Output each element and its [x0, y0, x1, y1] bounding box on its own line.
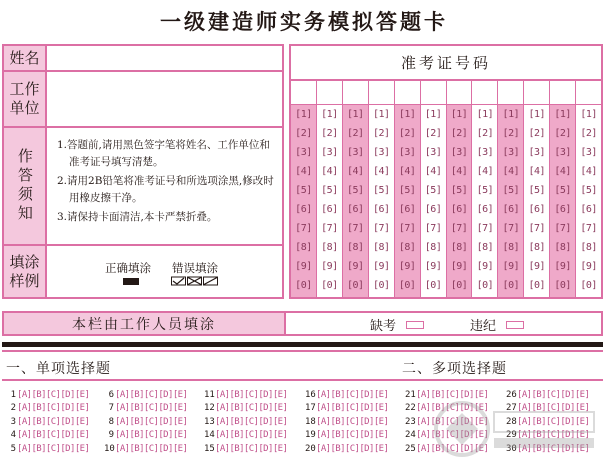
- answer-options[interactable]: [A][B][C][D][E]: [215, 443, 288, 454]
- correct-fill-sample: [123, 278, 139, 285]
- exam-digit-option[interactable]: [6]: [450, 204, 468, 215]
- multi-choice-title: 二、多项选择题: [402, 361, 507, 377]
- question-number: 13: [204, 416, 215, 427]
- question-number: 30: [506, 443, 517, 454]
- exam-digit-option[interactable]: [6]: [295, 204, 312, 215]
- exam-number-box: [289, 44, 603, 299]
- exam-digit-option[interactable]: [9]: [554, 261, 571, 272]
- exam-digit-option[interactable]: [4]: [476, 166, 494, 177]
- exam-digit-option[interactable]: [0]: [450, 280, 468, 291]
- question-item[interactable]: [104, 388, 187, 402]
- question-item[interactable]: [204, 429, 287, 443]
- correct-fill-label: 正确填涂: [105, 261, 151, 275]
- violation-label: 违纪: [470, 319, 497, 334]
- exam-digit-option[interactable]: [8]: [580, 242, 597, 253]
- exam-digit-option[interactable]: [3]: [398, 147, 416, 158]
- exam-digit-option[interactable]: [1]: [450, 109, 468, 120]
- exam-digit-option[interactable]: [1]: [295, 109, 312, 120]
- exam-digit-column: [421, 81, 447, 297]
- exam-digit-option[interactable]: [9]: [580, 261, 597, 272]
- exam-digit-option[interactable]: [0]: [321, 280, 338, 291]
- exam-digit-column: [395, 81, 421, 297]
- exam-digit-option[interactable]: [6]: [502, 204, 520, 215]
- answer-options[interactable]: [A][B][C][D][E]: [517, 416, 590, 427]
- question-number: 8: [108, 416, 114, 427]
- exam-digit-option[interactable]: [0]: [476, 280, 494, 291]
- instruction-item: 1.答题前,请用黑色签字笔将姓名、工作单位和准考证号填写清楚。: [57, 139, 270, 168]
- section-divider: [2, 379, 603, 381]
- question-number: 19: [305, 430, 316, 441]
- exam-digit-option[interactable]: [6]: [321, 204, 338, 215]
- question-number: 20: [305, 443, 316, 454]
- exam-digit-column: [343, 81, 369, 297]
- exam-digit-option[interactable]: [0]: [424, 280, 442, 291]
- exam-number-title: 准考证号码: [291, 46, 601, 81]
- question-number: 21: [405, 389, 416, 400]
- exam-digit-option[interactable]: [9]: [321, 261, 338, 272]
- answer-options[interactable]: [A][B][C][D][E]: [416, 430, 489, 441]
- candidate-info-box: [2, 44, 284, 299]
- exam-digit-option[interactable]: [1]: [554, 109, 571, 120]
- exam-digit-option[interactable]: [1]: [528, 109, 546, 120]
- exam-digit-option[interactable]: [9]: [347, 261, 364, 272]
- exam-digit-option[interactable]: [2]: [372, 128, 390, 139]
- question-number: 17: [305, 403, 316, 414]
- exam-digit-option[interactable]: [8]: [476, 242, 494, 253]
- exam-digit-option[interactable]: [6]: [347, 204, 364, 215]
- question-number: 14: [204, 430, 215, 441]
- question-number: 4: [10, 430, 16, 441]
- question-item[interactable]: [305, 402, 388, 416]
- exam-digit-option[interactable]: [9]: [295, 261, 312, 272]
- exam-digit-option[interactable]: [0]: [528, 280, 546, 291]
- exam-digit-option[interactable]: [6]: [580, 204, 597, 215]
- exam-digit-option[interactable]: [3]: [450, 147, 468, 158]
- exam-digit-option[interactable]: [7]: [580, 223, 597, 234]
- exam-digit-option[interactable]: [2]: [528, 128, 546, 139]
- exam-digit-option[interactable]: [7]: [502, 223, 520, 234]
- exam-digit-box[interactable]: [343, 81, 368, 105]
- exam-digit-option[interactable]: [6]: [476, 204, 494, 215]
- exam-digit-option[interactable]: [0]: [554, 280, 571, 291]
- violation-checkbox[interactable]: [506, 321, 524, 329]
- question-number: 7: [108, 403, 114, 414]
- exam-digit-option[interactable]: [7]: [528, 223, 546, 234]
- exam-digit-option[interactable]: [1]: [476, 109, 494, 120]
- question-number: 28: [506, 416, 517, 427]
- exam-digit-option[interactable]: [4]: [347, 166, 364, 177]
- staff-only-bar: [2, 311, 603, 336]
- answer-options[interactable]: [A][B][C][D][E]: [316, 416, 389, 427]
- exam-digit-option[interactable]: [2]: [502, 128, 520, 139]
- exam-digit-option[interactable]: [9]: [398, 261, 416, 272]
- sample-label: 填涂 样例: [4, 246, 47, 297]
- exam-digit-option[interactable]: [2]: [580, 128, 597, 139]
- exam-digit-option[interactable]: [3]: [528, 147, 546, 158]
- question-item[interactable]: [204, 402, 287, 416]
- exam-digit-option[interactable]: [9]: [528, 261, 546, 272]
- staff-only-label: 本栏由工作人员填涂: [4, 313, 286, 334]
- answer-options[interactable]: [A][B][C][D][E]: [517, 443, 590, 454]
- exam-digit-option[interactable]: [4]: [502, 166, 520, 177]
- exam-digit-option[interactable]: [2]: [347, 128, 364, 139]
- question-item[interactable]: [204, 442, 287, 456]
- answer-options[interactable]: [A][B][C][D][E]: [316, 443, 389, 454]
- question-item[interactable]: [204, 388, 287, 402]
- exam-digit-option[interactable]: [1]: [347, 109, 364, 120]
- workplace-label: 工作 单位: [4, 72, 47, 126]
- exam-digit-option[interactable]: [5]: [372, 185, 390, 196]
- exam-digit-option[interactable]: [7]: [424, 223, 442, 234]
- answer-options[interactable]: [A][B][C][D][E]: [115, 416, 188, 427]
- exam-digit-option[interactable]: [0]: [295, 280, 312, 291]
- exam-digit-box[interactable]: [472, 81, 497, 105]
- exam-digit-option[interactable]: [1]: [321, 109, 338, 120]
- exam-digit-option[interactable]: [8]: [295, 242, 312, 253]
- exam-digit-option[interactable]: [3]: [347, 147, 364, 158]
- answer-options[interactable]: [A][B][C][D][E]: [17, 403, 90, 414]
- exam-digit-box[interactable]: [447, 81, 472, 105]
- exam-digit-option[interactable]: [1]: [424, 109, 442, 120]
- question-item[interactable]: [305, 429, 388, 443]
- exam-digit-option[interactable]: [7]: [321, 223, 338, 234]
- question-number: 16: [305, 389, 316, 400]
- exam-digit-option[interactable]: [8]: [502, 242, 520, 253]
- exam-digit-option[interactable]: [2]: [450, 128, 468, 139]
- question-number: 15: [204, 443, 215, 454]
- exam-digit-option[interactable]: [5]: [321, 185, 338, 196]
- exam-digit-option[interactable]: [4]: [321, 166, 338, 177]
- exam-digit-option[interactable]: [3]: [580, 147, 597, 158]
- absent-checkbox[interactable]: [406, 321, 424, 329]
- exam-digit-column: [576, 81, 601, 297]
- exam-digit-option[interactable]: [5]: [476, 185, 494, 196]
- question-item[interactable]: [104, 429, 187, 443]
- exam-digit-option[interactable]: [2]: [554, 128, 571, 139]
- exam-digit-option[interactable]: [5]: [528, 185, 546, 196]
- question-item[interactable]: [104, 442, 187, 456]
- answer-options[interactable]: [A][B][C][D][E]: [517, 430, 590, 441]
- exam-digit-option[interactable]: [4]: [528, 166, 546, 177]
- exam-digit-option[interactable]: [1]: [502, 109, 520, 120]
- exam-digit-column: [550, 81, 576, 297]
- answer-options[interactable]: [A][B][C][D][E]: [215, 389, 288, 400]
- single-choice-title: 一、单项选择题: [6, 361, 111, 377]
- exam-digit-box[interactable]: [317, 81, 342, 105]
- answer-options[interactable]: [A][B][C][D][E]: [416, 403, 489, 414]
- exam-digit-option[interactable]: [4]: [372, 166, 390, 177]
- page-title: 一级建造师实务模拟答题卡: [160, 9, 448, 34]
- notes-label: 作答须知: [4, 128, 47, 244]
- question-number: 23: [405, 416, 416, 427]
- exam-digit-option[interactable]: [0]: [347, 280, 364, 291]
- question-number: 11: [204, 389, 215, 400]
- exam-digit-option[interactable]: [2]: [295, 128, 312, 139]
- exam-digit-option[interactable]: [0]: [502, 280, 520, 291]
- answer-options[interactable]: [A][B][C][D][E]: [17, 443, 90, 454]
- question-item[interactable]: [104, 415, 187, 429]
- exam-digit-box[interactable]: [550, 81, 575, 105]
- wrong-fill-sample: [171, 276, 219, 286]
- exam-digit-option[interactable]: [8]: [321, 242, 338, 253]
- question-number: 22: [405, 403, 416, 414]
- exam-number-grid: [291, 81, 601, 297]
- instruction-item: 2.请用2B铅笔将准考证号和所选项涂黑,修改时用橡皮擦干净。: [57, 175, 274, 204]
- answer-options[interactable]: [A][B][C][D][E]: [316, 430, 389, 441]
- answer-options[interactable]: [A][B][C][D][E]: [316, 389, 389, 400]
- exam-digit-option[interactable]: [5]: [580, 185, 597, 196]
- exam-digit-option[interactable]: [8]: [554, 242, 571, 253]
- exam-digit-box[interactable]: [498, 81, 523, 105]
- exam-digit-option[interactable]: [1]: [580, 109, 597, 120]
- exam-digit-box[interactable]: [524, 81, 549, 105]
- exam-digit-option[interactable]: [0]: [398, 280, 416, 291]
- exam-digit-option[interactable]: [7]: [372, 223, 390, 234]
- exam-digit-option[interactable]: [6]: [554, 204, 571, 215]
- exam-digit-option[interactable]: [5]: [554, 185, 571, 196]
- exam-digit-option[interactable]: [1]: [372, 109, 390, 120]
- exam-digit-column: [472, 81, 498, 297]
- question-item[interactable]: [305, 415, 388, 429]
- exam-digit-option[interactable]: [8]: [347, 242, 364, 253]
- question-column: [204, 388, 287, 456]
- exam-digit-option[interactable]: [9]: [450, 261, 468, 272]
- exam-digit-option[interactable]: [6]: [528, 204, 546, 215]
- question-column: [305, 388, 388, 456]
- question-item[interactable]: [104, 402, 187, 416]
- absent-label: 缺考: [370, 319, 397, 334]
- answer-options[interactable]: [A][B][C][D][E]: [416, 443, 489, 454]
- name-label: 姓名: [4, 46, 47, 70]
- name-field[interactable]: [47, 46, 282, 70]
- exam-digit-option[interactable]: [4]: [554, 166, 571, 177]
- exam-digit-option[interactable]: [8]: [528, 242, 546, 253]
- sample-row: [4, 246, 282, 297]
- exam-digit-option[interactable]: [9]: [476, 261, 494, 272]
- exam-digit-option[interactable]: [5]: [424, 185, 442, 196]
- watermark-logo: [432, 398, 602, 460]
- exam-digit-option[interactable]: [7]: [398, 223, 416, 234]
- answer-options[interactable]: [A][B][C][D][E]: [316, 403, 389, 414]
- question-number: 3: [10, 416, 16, 427]
- question-number: 12: [204, 403, 215, 414]
- answer-options[interactable]: [A][B][C][D][E]: [517, 403, 590, 414]
- answer-options[interactable]: [A][B][C][D][E]: [416, 416, 489, 427]
- answer-options[interactable]: [A][B][C][D][E]: [17, 430, 90, 441]
- name-row: [4, 46, 282, 72]
- answer-options[interactable]: [A][B][C][D][E]: [115, 443, 188, 454]
- exam-digit-option[interactable]: [3]: [554, 147, 571, 158]
- exam-digit-column: [524, 81, 550, 297]
- exam-digit-option[interactable]: [8]: [450, 242, 468, 253]
- exam-digit-option[interactable]: [7]: [295, 223, 312, 234]
- question-number: 2: [10, 403, 16, 414]
- notes-row: [4, 128, 282, 246]
- question-number: 18: [305, 416, 316, 427]
- question-item[interactable]: [6, 429, 89, 443]
- exam-digit-option[interactable]: [0]: [372, 280, 390, 291]
- exam-digit-option[interactable]: [8]: [372, 242, 390, 253]
- question-number: 9: [108, 430, 114, 441]
- exam-digit-option[interactable]: [2]: [398, 128, 416, 139]
- exam-digit-option[interactable]: [3]: [424, 147, 442, 158]
- exam-digit-option[interactable]: [7]: [347, 223, 364, 234]
- exam-digit-option[interactable]: [4]: [580, 166, 597, 177]
- exam-digit-option[interactable]: [6]: [424, 204, 442, 215]
- exam-digit-column: [291, 81, 317, 297]
- question-item[interactable]: [305, 388, 388, 402]
- exam-digit-option[interactable]: [0]: [580, 280, 597, 291]
- exam-digit-option[interactable]: [5]: [295, 185, 312, 196]
- exam-digit-option[interactable]: [4]: [424, 166, 442, 177]
- exam-digit-option[interactable]: [3]: [372, 147, 390, 158]
- answer-options[interactable]: [A][B][C][D][E]: [115, 430, 188, 441]
- exam-digit-option[interactable]: [6]: [372, 204, 390, 215]
- exam-digit-option[interactable]: [2]: [424, 128, 442, 139]
- exam-digit-column: [369, 81, 395, 297]
- exam-digit-option[interactable]: [3]: [321, 147, 338, 158]
- answer-options[interactable]: [A][B][C][D][E]: [115, 389, 188, 400]
- answer-options[interactable]: [A][B][C][D][E]: [215, 430, 288, 441]
- answer-options[interactable]: [A][B][C][D][E]: [215, 403, 288, 414]
- question-item[interactable]: [6, 415, 89, 429]
- exam-digit-option[interactable]: [8]: [398, 242, 416, 253]
- answer-options[interactable]: [A][B][C][D][E]: [215, 416, 288, 427]
- exam-digit-column: [317, 81, 343, 297]
- workplace-field[interactable]: [47, 72, 282, 126]
- wrong-fill-label: 错误填涂: [172, 261, 218, 275]
- exam-digit-option[interactable]: [3]: [502, 147, 520, 158]
- question-item[interactable]: [204, 415, 287, 429]
- exam-digit-option[interactable]: [1]: [398, 109, 416, 120]
- question-number: 5: [10, 443, 16, 454]
- question-number: 24: [405, 430, 416, 441]
- exam-digit-option[interactable]: [4]: [295, 166, 312, 177]
- exam-digit-option[interactable]: [9]: [502, 261, 520, 272]
- answer-options[interactable]: [A][B][C][D][E]: [517, 389, 590, 400]
- workplace-row: [4, 72, 282, 128]
- question-number: 27: [506, 403, 517, 414]
- exam-digit-column: [498, 81, 524, 297]
- exam-digit-option[interactable]: [4]: [398, 166, 416, 177]
- exam-digit-option[interactable]: [3]: [476, 147, 494, 158]
- answer-options[interactable]: [A][B][C][D][E]: [416, 389, 489, 400]
- exam-digit-option[interactable]: [7]: [554, 223, 571, 234]
- question-column: [104, 388, 187, 456]
- instructions: [57, 137, 279, 229]
- exam-digit-box[interactable]: [421, 81, 446, 105]
- divider-thin: [2, 350, 603, 352]
- exam-digit-box[interactable]: [395, 81, 420, 105]
- exam-digit-box[interactable]: [576, 81, 601, 105]
- exam-digit-option[interactable]: [6]: [398, 204, 416, 215]
- exam-digit-option[interactable]: [5]: [502, 185, 520, 196]
- question-number: 29: [506, 430, 517, 441]
- question-number: 25: [405, 443, 416, 454]
- divider-thick: [2, 342, 603, 347]
- answer-options[interactable]: [A][B][C][D][E]: [17, 389, 90, 400]
- answer-options[interactable]: [A][B][C][D][E]: [115, 403, 188, 414]
- exam-digit-option[interactable]: [5]: [450, 185, 468, 196]
- exam-digit-option[interactable]: [3]: [295, 147, 312, 158]
- question-column: [6, 388, 89, 456]
- question-number: 26: [506, 389, 517, 400]
- answer-options[interactable]: [A][B][C][D][E]: [17, 416, 90, 427]
- question-item[interactable]: [305, 442, 388, 456]
- exam-digit-option[interactable]: [5]: [398, 185, 416, 196]
- exam-digit-option[interactable]: [7]: [476, 223, 494, 234]
- exam-digit-option[interactable]: [2]: [321, 128, 338, 139]
- exam-digit-option[interactable]: [5]: [347, 185, 364, 196]
- exam-digit-option[interactable]: [8]: [424, 242, 442, 253]
- question-item[interactable]: [6, 388, 89, 402]
- question-number: 1: [10, 389, 16, 400]
- question-item[interactable]: [6, 442, 89, 456]
- instruction-item: 3.请保持卡面清洁,本卡严禁折叠。: [57, 211, 218, 223]
- question-number: 6: [108, 389, 114, 400]
- exam-digit-column: [447, 81, 473, 297]
- question-item[interactable]: [6, 402, 89, 416]
- exam-digit-option[interactable]: [7]: [450, 223, 468, 234]
- exam-digit-option[interactable]: [9]: [424, 261, 442, 272]
- exam-digit-option[interactable]: [9]: [372, 261, 390, 272]
- exam-digit-option[interactable]: [4]: [450, 166, 468, 177]
- exam-digit-box[interactable]: [369, 81, 394, 105]
- exam-digit-box[interactable]: [291, 81, 316, 105]
- exam-digit-option[interactable]: [2]: [476, 128, 494, 139]
- question-number: 10: [104, 443, 115, 454]
